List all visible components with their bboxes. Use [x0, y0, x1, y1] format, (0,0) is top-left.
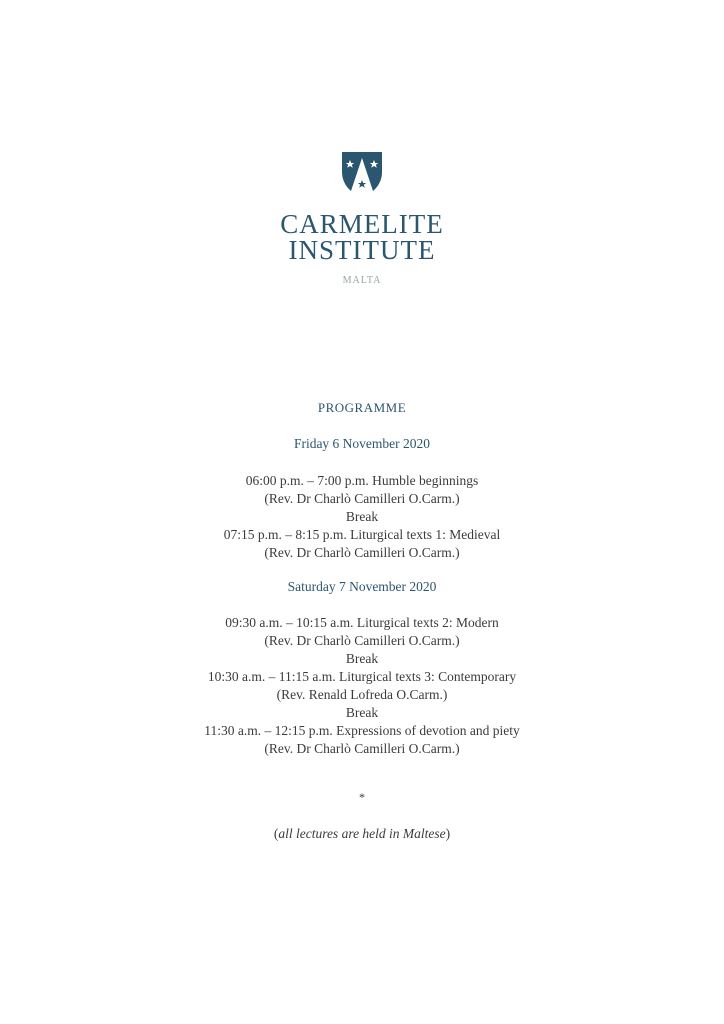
- note-paren-open: (: [273, 826, 279, 841]
- schedule-line: Break: [345, 509, 379, 524]
- schedule-line: Break: [345, 651, 379, 666]
- schedule-line: (Rev. Dr Charlò Camilleri O.Carm.): [264, 741, 460, 756]
- brand-name-line2: INSTITUTE: [288, 235, 436, 265]
- schedule-line: (Rev. Dr Charlò Camilleri O.Carm.): [264, 633, 460, 648]
- schedule-line: 06:00 p.m. – 7:00 p.m. Humble beginnings: [245, 473, 479, 488]
- brand-subtitle: MALTA: [342, 275, 382, 286]
- note-text: all lectures are held in Maltese: [278, 826, 446, 841]
- separator-asterisk: *: [359, 790, 365, 804]
- note-paren-close: ): [445, 826, 451, 841]
- language-note: [0, 826, 724, 842]
- schedule-line: (Rev. Dr Charlò Camilleri O.Carm.): [264, 545, 460, 560]
- day-date: Saturday 7 November 2020: [287, 579, 437, 594]
- schedule-line: 09:30 a.m. – 10:15 a.m. Liturgical texts 2: Modern: [225, 615, 499, 630]
- schedule-line: Break: [345, 705, 379, 720]
- day-date: Friday 6 November 2020: [293, 436, 431, 451]
- schedule-line: (Rev. Dr Charlò Camilleri O.Carm.): [264, 491, 460, 506]
- schedule-line: (Rev. Renald Lofreda O.Carm.): [276, 687, 448, 702]
- programme-title: PROGRAMME: [317, 400, 407, 415]
- brand-name-line1: CARMELITE: [280, 209, 444, 239]
- schedule-line: 10:30 a.m. – 11:15 a.m. Liturgical texts 3: Contemporary: [207, 669, 517, 684]
- schedule-block: [0, 614, 724, 758]
- schedule-line: 11:30 a.m. – 12:15 p.m. Expressions of devotion and piety: [204, 723, 520, 738]
- carmelite-shield-icon: [339, 150, 385, 200]
- schedule-line: 07:15 p.m. – 8:15 p.m. Liturgical texts 1: Medieval: [223, 527, 501, 542]
- schedule-block: [0, 472, 724, 562]
